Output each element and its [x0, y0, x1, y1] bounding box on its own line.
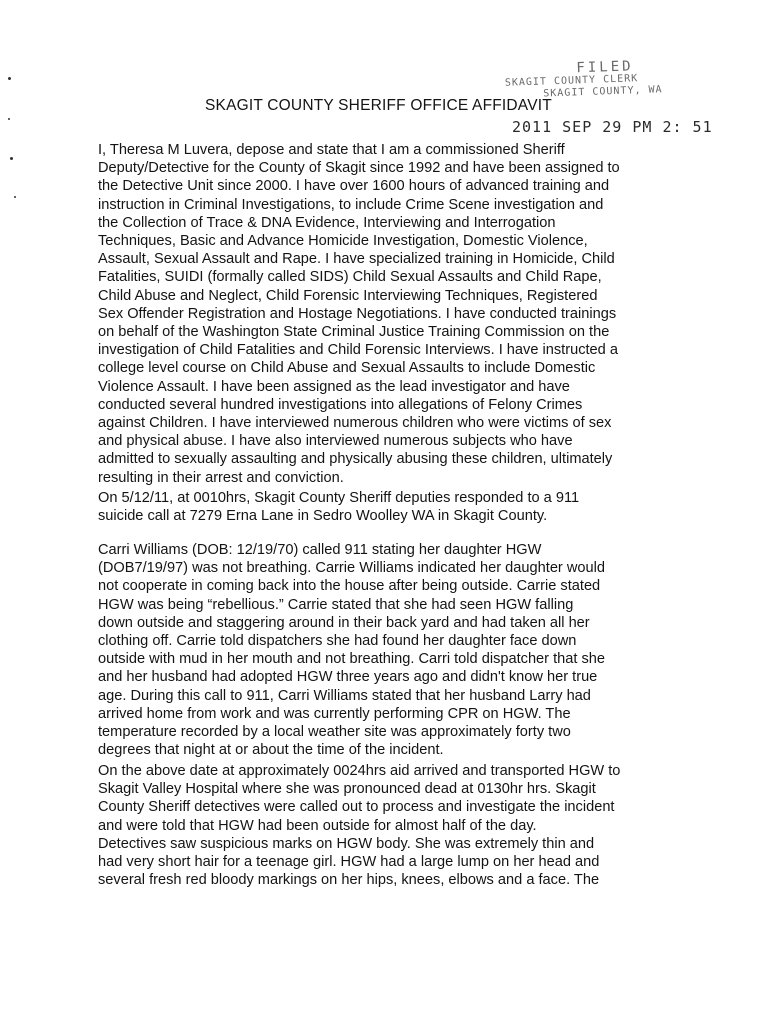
text-line: instruction in Criminal Investigations, to include Crime Scene investigation and: [98, 196, 604, 213]
text-line: conducted several hundred investigations into allegations of Felony Crimes: [98, 396, 583, 413]
text-line: On the above date at approximately 0024hrs aid arrived and transported HGW to: [98, 763, 621, 779]
text-line: not cooperate in coming back into the house after being outside. Carrie stated: [98, 578, 601, 595]
text-line: Violence Assault. I have been assigned as the lead investigator and have: [98, 378, 570, 395]
stamp-date: 2011 SEP 29 PM 2: 51: [512, 118, 713, 136]
text-line: HGW was being “rebellious.” Carrie stated that she had seen HGW falling: [98, 596, 574, 613]
text-line: and her husband had adopted HGW three years ago and didn't know her true: [98, 669, 598, 686]
paragraph: [98, 489, 738, 525]
text-line: had very short hair for a teenage girl. HGW had a large lump on her head and: [98, 854, 600, 871]
text-line: degrees that night at or about the time of the incident.: [98, 742, 444, 759]
text-line: Child Abuse and Neglect, Child Forensic Interviewing Techniques, Registered: [98, 287, 598, 304]
text-line: Skagit Valley Hospital where she was pronounced dead at 0130hr hrs. Skagit: [98, 781, 596, 798]
text-line: I, Theresa M Luvera, depose and state that I am a commissioned Sheriff: [98, 142, 565, 158]
text-line: County Sheriff detectives were called out to process and investigate the incident: [98, 799, 615, 816]
stamp-filed-text: FILED: [576, 58, 634, 77]
text-line: temperature recorded by a local weather site was approximately forty two: [98, 724, 571, 741]
text-line: outside with mud in her mouth and not breathing. Carri told dispatcher that she: [98, 651, 606, 668]
text-line: against Children. I have interviewed numerous children who were victims of sex: [98, 415, 612, 432]
stamp-clerk-text: SKAGIT COUNTY CLERK: [504, 73, 639, 89]
text-line: the Collection of Trace & DNA Evidence, Interviewing and Interrogation: [98, 214, 556, 231]
paragraph: [98, 141, 738, 487]
paragraph: [98, 541, 738, 759]
text-line: (DOB7/19/97) was not breathing. Carrie Williams indicated her daughter would: [98, 560, 605, 577]
document-title: SKAGIT COUNTY SHERIFF OFFICE AFFIDAVIT: [205, 97, 552, 114]
text-line: Detectives saw suspicious marks on HGW body. She was extremely thin and: [98, 835, 595, 852]
text-line: and were told that HGW had been outside for almost half of the day.: [98, 817, 537, 834]
text-line: the Detective Unit since 2000. I have over 1600 hours of advanced training and: [98, 178, 610, 195]
text-line: suicide call at 7279 Erna Lane in Sedro Woolley WA in Skagit County.: [98, 508, 548, 525]
text-line: Assault, Sexual Assault and Rape. I have specialized training in Homicide, Child: [98, 251, 615, 268]
text-line: down outside and staggering around in their back yard and had taken all her: [98, 614, 590, 631]
paragraph: [98, 762, 738, 889]
text-line: age. During this call to 911, Carri Williams stated that her husband Larry had: [98, 687, 591, 704]
text-line: Deputy/Detective for the County of Skagit since 1992 and have been assigned to: [98, 160, 620, 177]
text-line: on behalf of the Washington State Criminal Justice Training Commission on the: [98, 324, 610, 341]
text-line: college level course on Child Abuse and Sexual Assaults to include Domestic: [98, 360, 596, 377]
stamp-county-text: SKAGIT COUNTY, WA: [543, 84, 663, 100]
text-line: admitted to sexually assaulting and physically abusing these children, ultimately: [98, 451, 613, 468]
text-line: investigation of Child Fatalities and Child Forensic Interviews. I have instructed a: [98, 342, 618, 359]
text-line: Carri Williams (DOB: 12/19/70) called 911 stating her daughter HGW: [98, 542, 542, 558]
scan-speck: [14, 196, 16, 198]
text-line: arrived home from work and was currently performing CPR on HGW. The: [98, 705, 571, 722]
text-line: On 5/12/11, at 0010hrs, Skagit County Sheriff deputies responded to a 911: [98, 490, 580, 506]
text-line: clothing off. Carrie told dispatchers she had found her daughter face down: [98, 633, 577, 650]
text-line: and physical abuse. I have also interviewed numerous subjects who have: [98, 433, 573, 450]
text-line: resulting in their arrest and conviction.: [98, 469, 344, 486]
scan-speck: [8, 118, 10, 120]
scan-speck: [10, 157, 13, 160]
text-line: Sex Offender Registration and Hostage Negotiations. I have conducted trainings: [98, 305, 617, 322]
text-line: Techniques, Basic and Advance Homicide Investigation, Domestic Violence,: [98, 233, 588, 250]
text-line: several fresh red bloody markings on her hips, knees, elbows and a face. The: [98, 872, 600, 889]
scan-speck: [8, 77, 11, 80]
text-line: Fatalities, SUIDI (formally called SIDS) Child Sexual Assaults and Child Rape,: [98, 269, 602, 286]
